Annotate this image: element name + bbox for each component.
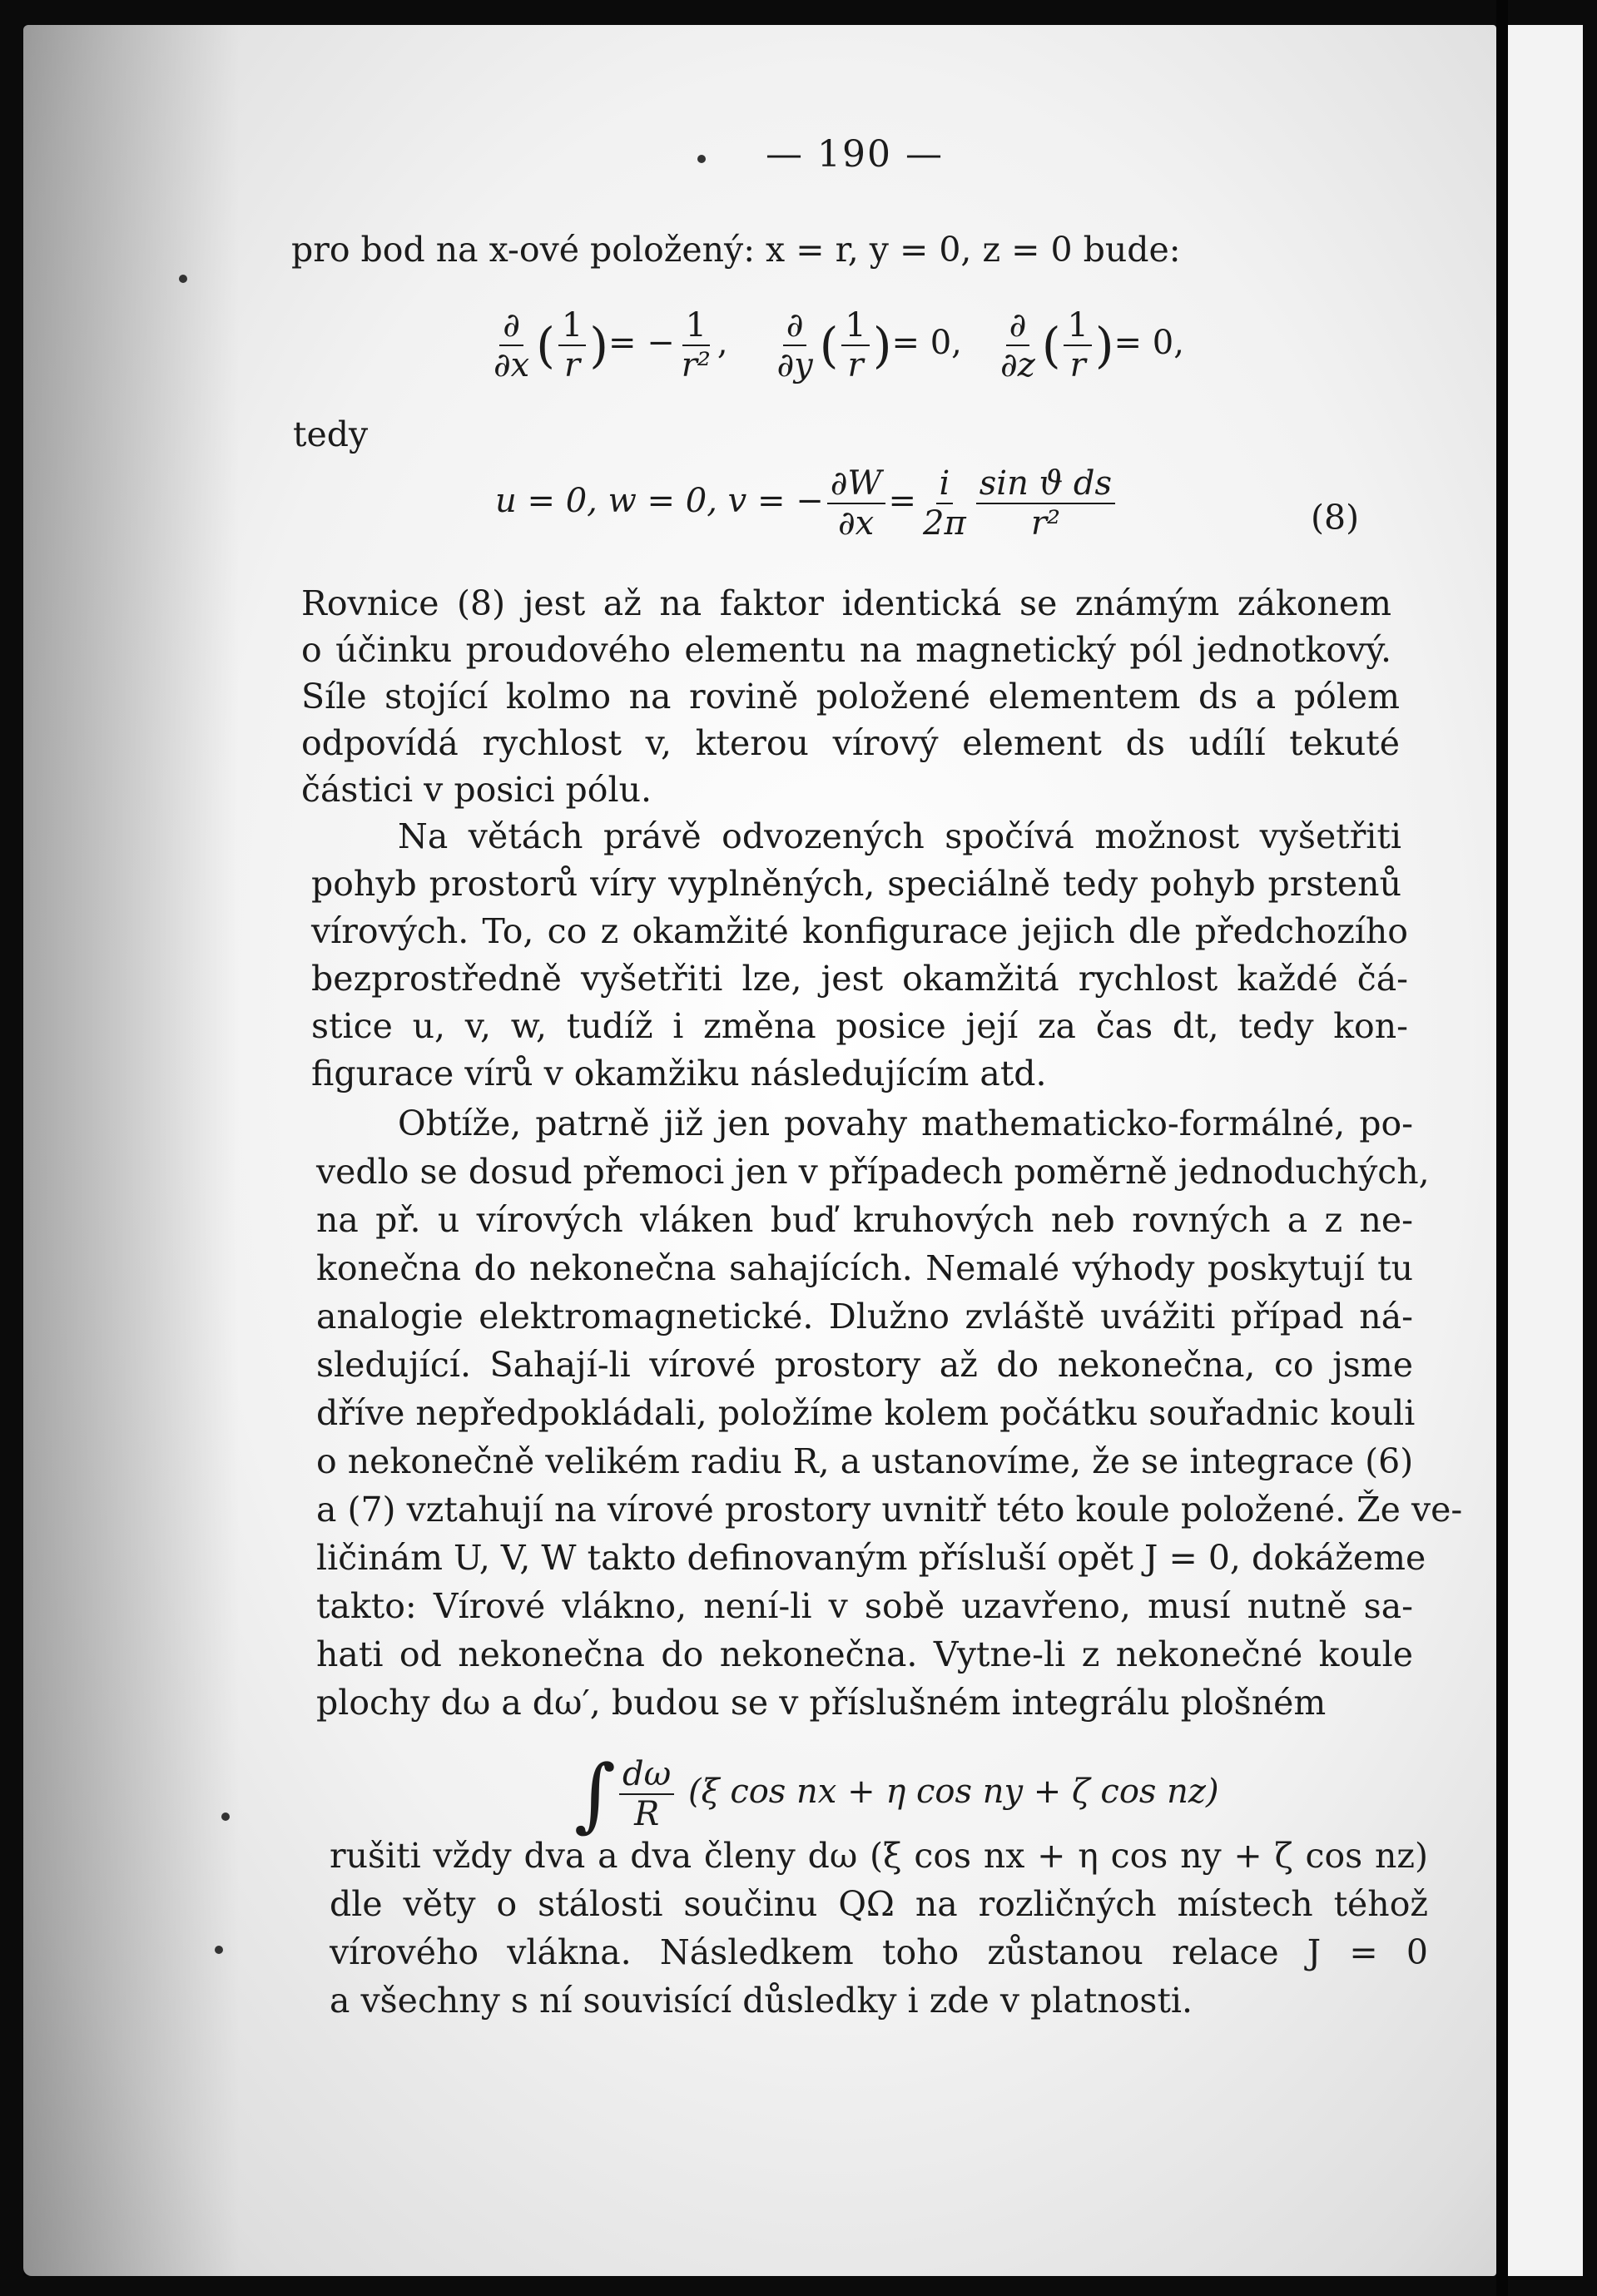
text-line: Na větách právě odvozených spočívá možnost vyšetřiti: [398, 816, 1401, 856]
text-line: pohyb prostorů víry vyplněných, speciálně tedy pohyb prstenů: [311, 864, 1401, 904]
text-line: figurace vírů v okamžiku následujícím atd.: [311, 1054, 1047, 1093]
text-line: a všechny s ní souvisící důsledky i zde v platnosti.: [330, 1981, 1193, 2021]
fraction: $\frac{d\omega}{R}$: [619, 1757, 674, 1832]
intro-line: pro bod na x-ové položený: x = r, y = 0, z = 0 bude:: [291, 230, 1181, 270]
text-line: Síle stojící kolmo na rovině položené elementem ds a pólem: [301, 677, 1400, 717]
text-line: Obtíže, patrně již jen povahy mathematicko-formálné, po-: [398, 1103, 1413, 1143]
next-page-edge: [1508, 25, 1583, 2276]
scan-speck: [215, 1946, 223, 1954]
text-line: analogie elektromagnetické. Dlužno zvláště uvážiti případ ná-: [316, 1297, 1413, 1336]
text-line: vírového vlákna. Následkem toho zůstanou relace J = 0: [330, 1932, 1428, 1972]
text-line: dle věty o stálosti součinu QΩ na rozličných místech téhož: [330, 1884, 1428, 1924]
text-line: na př. u vírových vláken buď kruhových neb rovných a z ne-: [316, 1200, 1413, 1240]
scan-speck: [179, 275, 187, 283]
fraction: $\frac{\partial}{\partial y}$: [776, 306, 813, 384]
text-line: částici v posici pólu.: [301, 770, 652, 810]
text-line: sledující. Sahají-li vírové prostory až do nekonečna, co jsme: [316, 1345, 1413, 1385]
page-number: — 190 —: [766, 133, 944, 176]
equation-8: u = 0, w = 0, v = − $\frac{\partial W}{\partial x}$ = $\frac{i}{2\pi}$ $\frac{\text{sin ϑ ds}}{\text{r²}}$: [495, 466, 1118, 541]
text-line: rušiti vždy dva a dva členy dω (ξ cos nx + η cos ny + ζ cos nz): [330, 1836, 1428, 1876]
text-line: vedlo se dosud přemoci jen v případech poměrně jednoduchých,: [316, 1152, 1430, 1192]
text-line: o nekonečně velikém radiu R, a ustanovíme, že se integrace (6): [316, 1441, 1414, 1481]
derivative-equation: $\frac{\partial}{\partial x}$ ( $\frac{1}{r}$ )= − $\frac{1}{\text{r²}}$ , $\frac{\partial}{\partial y}$ ( $\frac{1}{r}$ )= 0, $\frac{\partial}{\partial z}$ ( $\frac{1}{r}$ )= 0,: [487, 308, 1184, 383]
text-line: hati od nekonečna do nekonečna. Vytne-li z nekonečné koule: [316, 1634, 1413, 1674]
fraction: $\frac{\partial}{\partial z}$: [1000, 306, 1035, 384]
text-line: plochy dω a dω′, budou se v příslušném integrálu plošném: [316, 1683, 1327, 1723]
surface-integral: ∫ $\frac{d\omega}{R}$ (ξ cos nx + η cos ny + ζ cos nz): [574, 1748, 1219, 1841]
text-line: stice u, v, w, tudíž i změna posice její za čas dt, tedy kon-: [311, 1006, 1408, 1046]
text-line: vírových. To, co z okamžité konfigurace jejich dle předchozího: [311, 911, 1408, 951]
binding-gap: [1496, 0, 1508, 2296]
text-line: bezprostředně vyšetřiti lze, jest okamžitá rychlost každé čá-: [311, 959, 1408, 999]
page-shadow: [23, 25, 240, 2276]
text-line: odpovídá rychlost v, kterou vírový element ds udílí tekuté: [301, 723, 1400, 763]
text-line: a (7) vztahují na vírové prostory uvnitř této koule položené. Že ve-: [316, 1490, 1463, 1530]
scan-speck: [697, 155, 706, 163]
fraction: $\frac{\partial}{\partial x}$: [493, 306, 530, 384]
text-line: dříve nepředpokládali, položíme kolem počátku souřadnic kouli: [316, 1393, 1416, 1433]
text-line: Rovnice (8) jest až na faktor identická se známým zákonem: [301, 583, 1391, 623]
scan-speck: [221, 1813, 230, 1821]
fraction: $\frac{\partial W}{\partial x}$: [827, 466, 885, 541]
fraction: $\frac{1}{r}$: [1064, 308, 1091, 383]
label-tedy: tedy: [293, 414, 369, 454]
fraction: $\frac{i}{2\pi}$: [923, 464, 966, 543]
text-line: o účinku proudového elementu na magnetický pól jednotkový.: [301, 630, 1391, 670]
text-line: konečna do nekonečna sahajících. Nemalé výhody poskytují tu: [316, 1248, 1413, 1288]
equation-number: (8): [1311, 498, 1360, 538]
fraction: $\frac{1}{\text{r²}}$: [681, 306, 711, 384]
fraction: $\frac{1}{r}$: [558, 308, 586, 383]
fraction: $\frac{1}{r}$: [841, 308, 869, 383]
text-line: takto: Vírové vlákno, není-li v sobě uzavřeno, musí nutně sa-: [316, 1586, 1413, 1626]
text-line: ličinám U, V, W takto definovaným přísluší opět J = 0, dokážeme: [316, 1538, 1426, 1578]
fraction: $\frac{\text{sin ϑ ds}}{\text{r²}}$: [976, 466, 1115, 541]
